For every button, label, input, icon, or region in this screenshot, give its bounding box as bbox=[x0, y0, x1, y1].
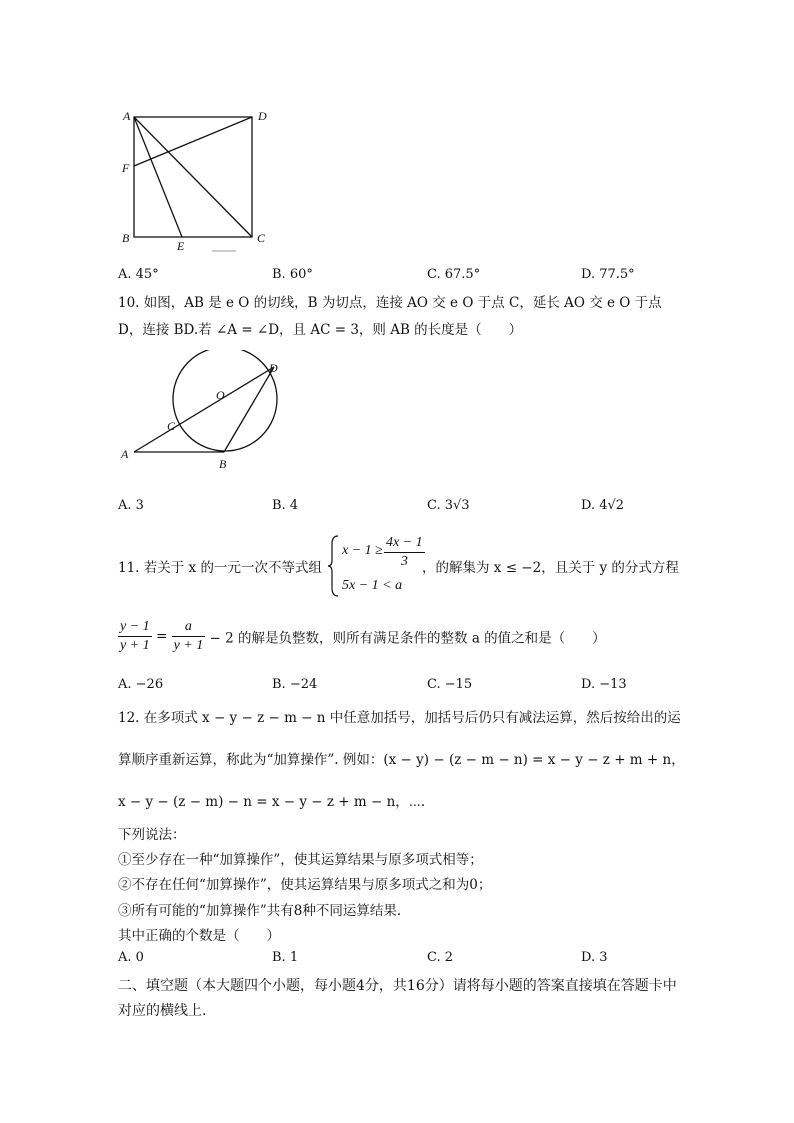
q11-option-b: B. −24 bbox=[272, 677, 318, 692]
label-D: D bbox=[269, 361, 278, 375]
q10-option-a: A. 3 bbox=[118, 498, 144, 513]
label-D: D bbox=[258, 109, 267, 123]
q12-line3: x − y − (z − m) − n = x − y − z + m − n，⋯. bbox=[118, 794, 426, 810]
label-F: F bbox=[122, 161, 130, 175]
q10-line2: D，连接 BD.若 ∠A = ∠D，且 AC = 3，则 AB 的长度是（ ） bbox=[118, 322, 523, 338]
q11-equation-line bbox=[118, 618, 606, 655]
label-A: A bbox=[123, 109, 131, 123]
section2-line1: 二、填空题（本大题四个小题，每小题4分，共16分）请将每小题的答案直接填在答题卡中 bbox=[118, 978, 677, 994]
q11-eq-num1: y − 1 bbox=[118, 618, 152, 637]
q9-option-a: A. 45° bbox=[118, 267, 159, 282]
label-C: C bbox=[167, 419, 176, 433]
label-B: B bbox=[122, 231, 130, 245]
q12-option-c: C. 2 bbox=[427, 950, 454, 965]
q12-ask: 其中正确的个数是（ ） bbox=[118, 928, 280, 944]
q11-eq-tail: − 2 的解是负整数，则所有满足条件的整数 a 的值之和是（ ） bbox=[209, 630, 606, 647]
q12-statement-3: ③所有可能的“加算操作”共有8种不同运算结果. bbox=[118, 903, 402, 919]
q12-line1: 12. 在多项式 x − y − z − m − n 中任意加括号，加括号后仍只有减法运算，然后按给出的运 bbox=[118, 710, 681, 726]
q11-eq-equals: = bbox=[155, 628, 168, 645]
q9-option-d: D. 77.5° bbox=[581, 267, 635, 282]
q10-option-d: D. 4√2 bbox=[581, 498, 625, 513]
q11-prefix: 11. 若关于 x 的一元一次不等式组 bbox=[118, 560, 322, 576]
q11-eq-den2: y + 1 bbox=[173, 638, 204, 653]
q11-eq-den1: y + 1 bbox=[120, 638, 150, 653]
q9-option-c: C. 67.5° bbox=[427, 267, 481, 282]
q12-statement-1: ①至少存在一种“加算操作”，使其运算结果与原多项式相等； bbox=[118, 852, 483, 868]
label-C: C bbox=[257, 231, 266, 245]
q12-line2: 算顺序重新运算，称此为“加算操作”. 例如：(x − y) − (z − m − n) = x − y − z + m + n， bbox=[118, 752, 685, 768]
q12-option-b: B. 1 bbox=[272, 950, 299, 965]
q11-sys1-den: 3 bbox=[400, 554, 408, 569]
q11-suffix: ，的解集为 x ≤ −2，且关于 y 的分式方程 bbox=[422, 560, 679, 576]
circle-figure bbox=[112, 350, 292, 475]
label-B: B bbox=[219, 457, 227, 471]
label-O: O bbox=[216, 388, 225, 402]
q10-option-b: B. 4 bbox=[272, 498, 299, 513]
q12-option-d: D. 3 bbox=[581, 950, 608, 965]
q11-option-c: C. −15 bbox=[427, 677, 473, 692]
q11-option-a: A. −26 bbox=[118, 677, 164, 692]
q12-statement-2: ②不存在任何“加算操作”，使其运算结果与原多项式之和为0； bbox=[118, 877, 492, 893]
label-A: A bbox=[121, 447, 129, 461]
q11-sys2: 5x − 1 < a bbox=[342, 578, 403, 593]
q11-sys1-left: x − 1 ≥ bbox=[342, 543, 383, 558]
q11-sys1-frac bbox=[384, 534, 425, 571]
square-figure bbox=[112, 104, 282, 256]
q11-sys1-num: 4x − 1 bbox=[384, 534, 425, 553]
q11-eq-num2: a bbox=[172, 618, 206, 637]
system-brace bbox=[328, 534, 340, 598]
q10-option-c: C. 3√3 bbox=[427, 498, 470, 513]
label-E: E bbox=[177, 239, 185, 253]
q12-option-a: A. 0 bbox=[118, 950, 144, 965]
section2-line2: 对应的横线上. bbox=[118, 1003, 207, 1019]
q11-option-d: D. −13 bbox=[581, 677, 627, 692]
q12-line4: 下列说法： bbox=[118, 827, 186, 843]
q10-line1: 10. 如图，AB 是 e O 的切线，B 为切点，连接 AO 交 e O 于点 C，延长 AO 交 e O 于点 bbox=[118, 295, 662, 311]
q9-option-b: B. 60° bbox=[272, 267, 313, 282]
